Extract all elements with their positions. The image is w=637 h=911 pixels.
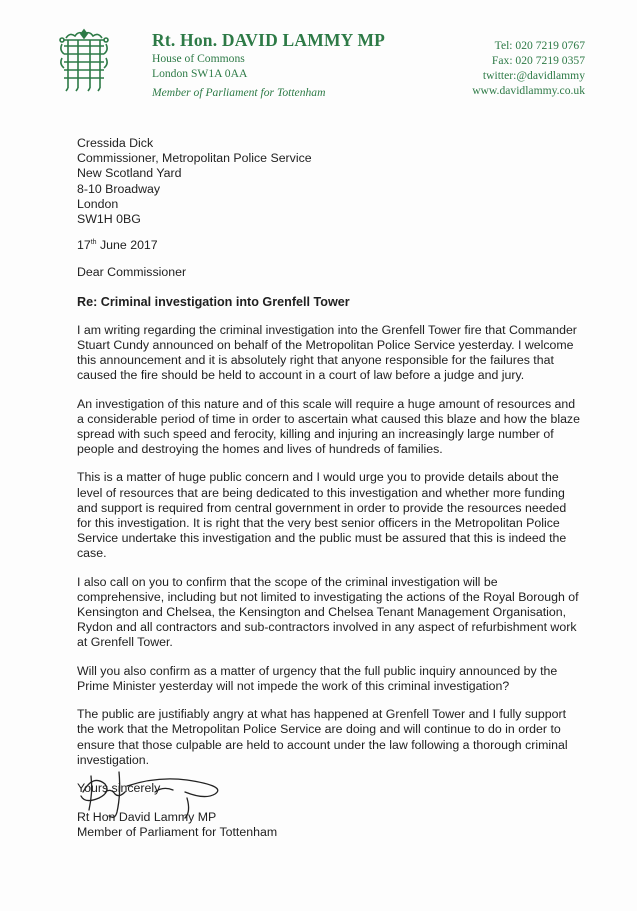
letterhead-twitter: twitter:@davidlammy <box>482 69 585 82</box>
paragraph <box>77 323 581 384</box>
paragraph-line: Stuart Cundy announced on behalf of the Metropolitan Police Service yesterday. I welcome <box>77 338 574 353</box>
paragraph-line: Prime Minister yesterday will not impede the work of this criminal investigation? <box>77 678 510 693</box>
paragraph-line: I am writing regarding the criminal investigation into the Grenfell Tower fire that Commander <box>77 322 577 337</box>
letter-date: 17th June 2017 <box>77 238 158 253</box>
paragraph-line: case. <box>77 546 107 561</box>
paragraph-line: for this investigation. It is right that the very best senior officers in the Metropolitan Police <box>77 516 560 531</box>
letter-paragraphs <box>77 323 581 768</box>
paragraph-line: Service undertake this investigation and the public must be assured that this is indeed the <box>77 531 567 546</box>
letterhead-constituency: Member of Parliament for Tottenham <box>152 86 326 99</box>
paragraph-line: people and destroying the homes and lives of hundreds of families. <box>77 442 443 457</box>
letterhead-address-line: House of Commons <box>152 52 245 65</box>
paragraph <box>77 470 581 561</box>
paragraph-line: the work that the Metropolitan Police Service are doing and will continue to do in order to <box>77 722 561 737</box>
paragraph-line: I also call on you to confirm that the scope of the criminal investigation will be <box>77 574 498 589</box>
closing: Yours sincerely <box>77 780 161 795</box>
paragraph-line: ensure that those culpable are held to account under the law following a thorough criminal <box>77 737 568 752</box>
paragraph-line: spread with such speed and ferocity, killing and injuring an increasingly large number of <box>77 427 554 442</box>
recipient-address <box>77 136 581 227</box>
recipient-postcode: SW1H 0BG <box>77 212 141 227</box>
letterhead-address-line: London SW1A 0AA <box>152 67 248 80</box>
paragraph-line: An investigation of this nature and of this scale will require a huge amount of resources and <box>77 396 576 411</box>
signature-block <box>77 810 277 840</box>
signatory-title: Member of Parliament for Tottenham <box>77 825 278 840</box>
paragraph-line: a considerable period of time in order to ascertain what caused this blaze and how the blaze <box>77 411 580 426</box>
paragraph <box>77 664 581 694</box>
recipient-city: London <box>77 196 119 211</box>
recipient-title: Commissioner, Metropolitan Police Service <box>77 151 312 166</box>
letterhead-name: Rt. Hon. DAVID LAMMY MP <box>152 30 386 50</box>
letterhead-website: www.davidlammy.co.uk <box>472 84 585 97</box>
paragraph-line: Kensington and Chelsea, the Kensington and Chelsea Tenant Management Organisation, <box>77 605 567 620</box>
paragraph <box>77 397 581 458</box>
recipient-address-line: New Scotland Yard <box>77 166 182 181</box>
letter-body <box>77 136 581 796</box>
paragraph-line: The public are justifiably angry at what has happened at Grenfell Tower and I fully support <box>77 707 567 722</box>
letterhead-tel: Tel: 020 7219 0767 <box>494 39 585 52</box>
paragraph-line: this announcement and it is absolutely right that anyone responsible for the failures that <box>77 353 554 368</box>
paragraph-line: at Grenfell Tower. <box>77 635 173 650</box>
paragraph-line: and support is required from central government in order to provide the resources needed <box>77 500 567 515</box>
recipient-name: Cressida Dick <box>77 136 154 150</box>
signatory-name: Rt Hon David Lammy MP <box>77 810 217 824</box>
recipient-address-line: 8-10 Broadway <box>77 181 161 196</box>
paragraph <box>77 575 581 651</box>
paragraph-line: investigation. <box>77 752 150 767</box>
paragraph-line: level of resources that are being dedicated to this investigation and whether more funding <box>77 485 565 500</box>
paragraph-line: Rydon and all contractors and sub-contractors involved in any aspect of refurbishment work <box>77 620 577 635</box>
letterhead <box>58 28 585 100</box>
subject-line: Re: Criminal investigation into Grenfell Tower <box>77 294 350 309</box>
paragraph <box>77 707 581 768</box>
paragraph-line: caused the fire should be held to account in a court of law before a judge and jury. <box>77 368 525 383</box>
paragraph-line: Will you also confirm as a matter of urgency that the full public inquiry announced by the <box>77 663 558 678</box>
paragraph-line: This is a matter of huge public concern and I would urge you to provide details about the <box>77 470 559 485</box>
portcullis-icon <box>58 28 110 92</box>
letterhead-fax: Fax: 020 7219 0357 <box>491 54 585 67</box>
salutation: Dear Commissioner <box>77 265 187 280</box>
paragraph-line: comprehensive, including but not limited to investigating the actions of the Royal Borough of <box>77 589 579 604</box>
